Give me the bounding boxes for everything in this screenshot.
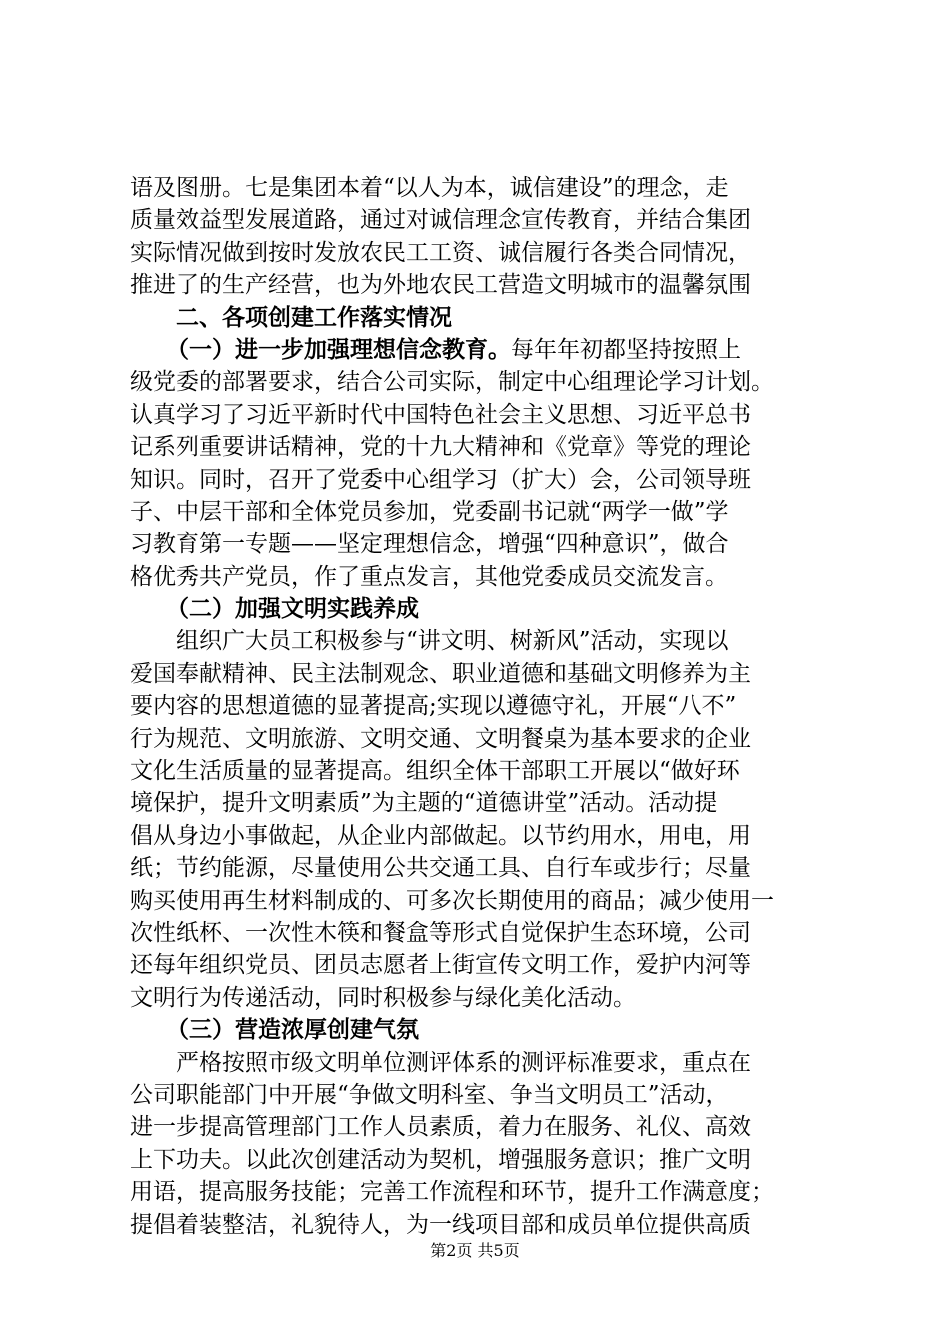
text-line: 次性纸杯、一次性木筷和餐盒等形式自觉保护生态环境，公司	[130, 919, 751, 946]
text-line: 推进了的生产经营，也为外地农民工营造文明城市的温馨氛围	[130, 272, 751, 299]
text-line: 认真学习了习近平新时代中国特色社会主义思想、习近平总书	[130, 401, 751, 428]
text-line: 记系列重要讲话精神，党的十九大精神和《党章》等党的理论	[130, 434, 751, 461]
text-line: 爱国奉献精神、民主法制观念、职业道德和基础文明修养为主	[130, 660, 751, 687]
text-line: 实际情况做到按时发放农民工工资、诚信履行各类合同情况，	[130, 239, 751, 266]
text-line: 严格按照市级文明单位测评体系的测评标准要求，重点在	[176, 1049, 751, 1076]
section-heading: 二、各项创建工作落实情况	[176, 304, 452, 331]
text-line: 行为规范、文明旅游、文明交通、文明餐桌为基本要求的企业	[130, 725, 751, 752]
text-line: 知识。同时，召开了党委中心组学习（扩大）会，公司领导班	[130, 466, 751, 493]
text-line: 还每年组织党员、团员志愿者上街宣传文明工作，爱护内河等	[130, 952, 751, 979]
text-line: 级党委的部署要求，结合公司实际，制定中心组理论学习计划。	[130, 369, 774, 396]
text-line: 组织广大员工积极参与“讲文明、树新风”活动，实现以	[176, 628, 729, 655]
text-line: 进一步提高管理部门工作人员素质，着力在服务、礼仪、高效	[130, 1114, 751, 1141]
item-heading: （一）进一步加强理想信念教育。	[166, 336, 511, 363]
item-heading: （三）营造浓厚创建气氛	[166, 1017, 419, 1044]
text-line: 子、中层干部和全体党员参加，党委副书记就“两学一做”学	[130, 498, 729, 525]
text-line: 质量效益型发展道路，通过对诚信理念宣传教育，并结合集团	[130, 207, 751, 234]
text-line: 上下功夫。以此次创建活动为契机，增强服务意识；推广文明	[130, 1146, 751, 1173]
item-heading: （二）加强文明实践养成	[166, 596, 419, 623]
page-number-footer: 第2页 共5页	[430, 1241, 520, 1260]
text-line: 倡从身边小事做起，从企业内部做起。以节约用水，用电，用	[130, 822, 751, 849]
text-line: 用语，提高服务技能；完善工作流程和环节，提升工作满意度；	[130, 1179, 774, 1206]
text-line: 格优秀共产党员，作了重点发言，其他党委成员交流发言。	[130, 563, 728, 590]
text-line: 语及图册。七是集团本着“以人为本，诚信建设”的理念，走	[130, 175, 729, 201]
text-line: 文化生活质量的显著提高。组织全体干部职工开展以“做好环	[130, 758, 740, 785]
text-line: 纸；节约能源，尽量使用公共交通工具、自行车或步行；尽量	[130, 855, 751, 882]
text-fragment: 每年年初都坚持按照上	[511, 336, 741, 363]
text-line: 提倡着装整洁，礼貌待人，为一线项目部和成员单位提供高质	[130, 1211, 751, 1238]
text-line: 习教育第一专题——坚定理想信念，增强“四种意识”，做合	[130, 531, 729, 558]
text-line: 文明行为传递活动，同时积极参与绿化美化活动。	[130, 984, 636, 1011]
text-line: 要内容的思想道德的显著提高;实现以遵德守礼，开展“八不”	[130, 693, 737, 720]
text-line: 境保护，提升文明素质”为主题的“道德讲堂”活动。活动提	[130, 790, 718, 817]
document-body	[130, 172, 832, 1241]
text-line: 公司职能部门中开展“争做文明科室、争当文明员工”活动，	[130, 1081, 729, 1108]
text-line: 购买使用再生材料制成的、可多次长期使用的商品；减少使用一	[130, 887, 774, 914]
item-heading-line	[130, 334, 832, 366]
